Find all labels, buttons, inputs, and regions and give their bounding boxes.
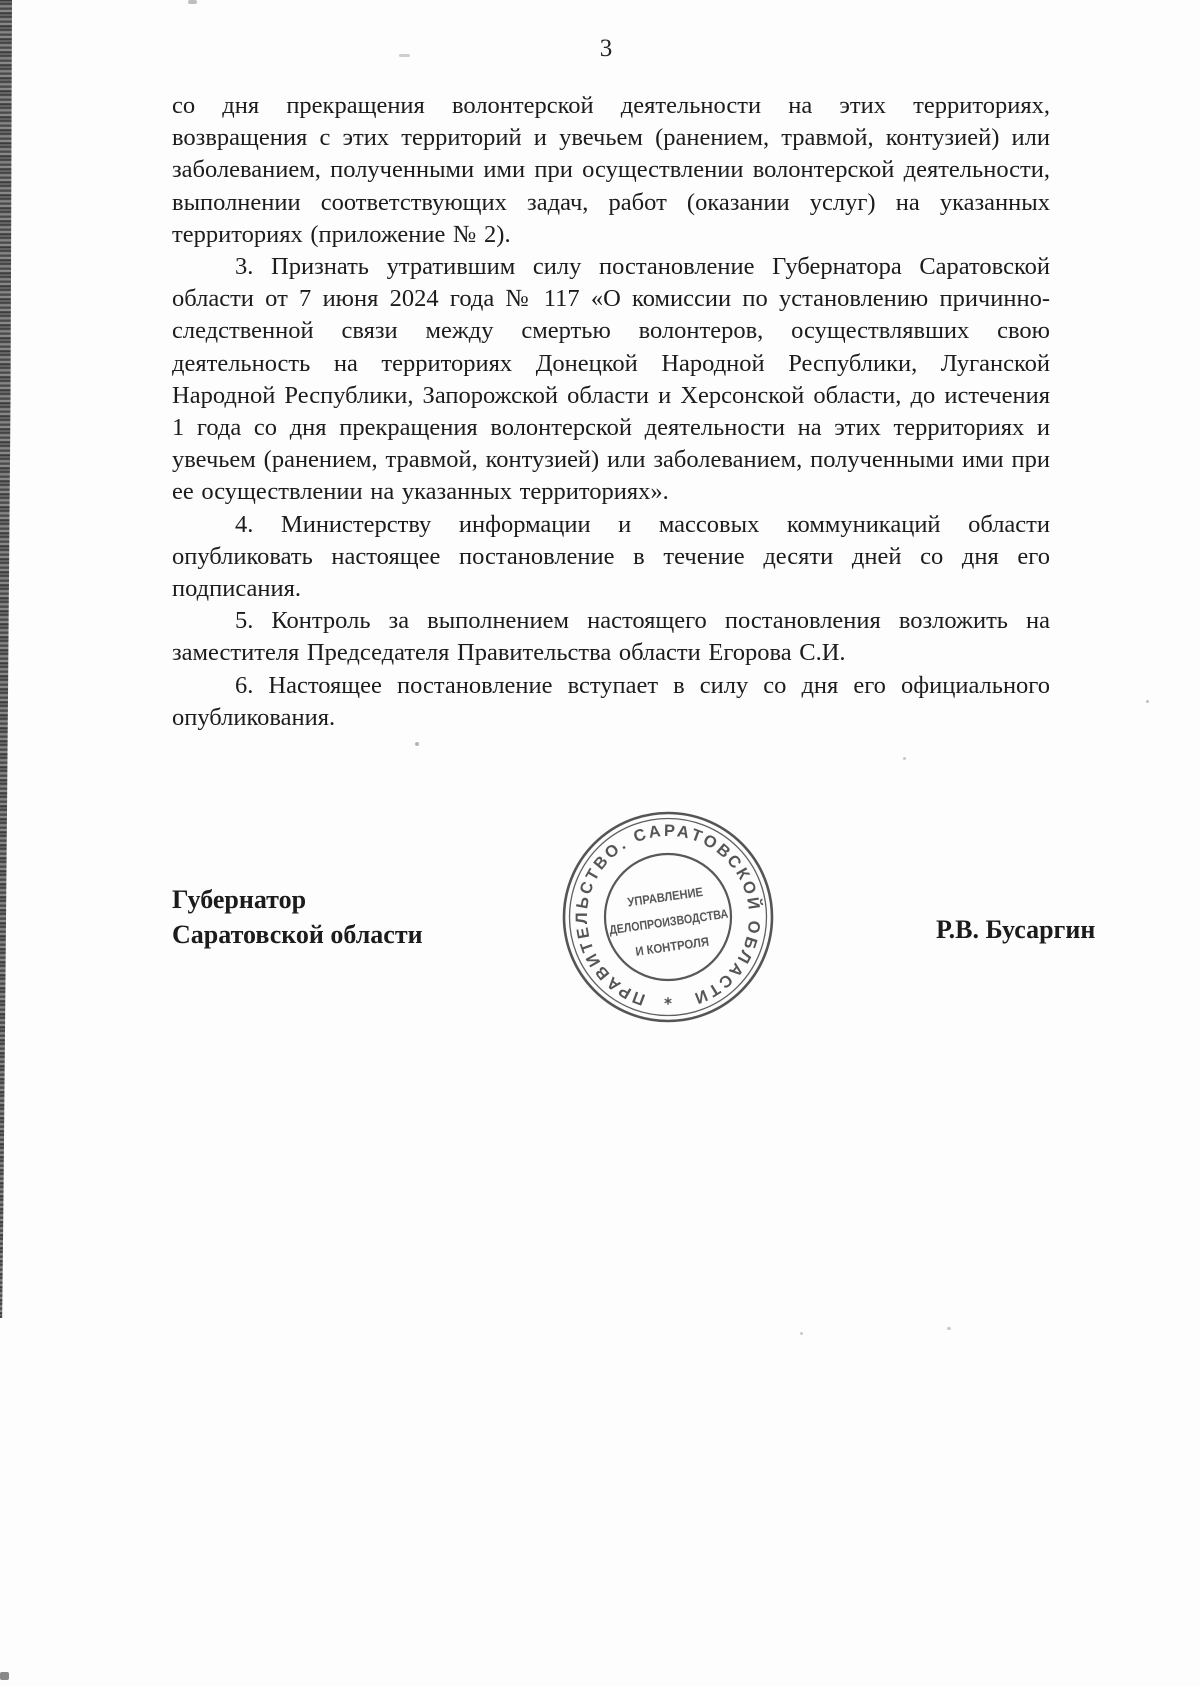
paragraph-continuation: со дня прекращения волонтерской деятельности на этих территориях, возвращения с этих территорий и увечьем (ранением, травмой, контузией) или заболеванием, полученными ими при осуществлении волонтерской деятельности, выполнении соответствующих задач, работ (оказании услуг) на указанных территориях (приложение № 2). xyxy=(172,92,1050,248)
signature-position-line1: Губернатор xyxy=(172,885,307,914)
signature-position-line2: Саратовской области xyxy=(172,920,423,949)
scan-speck xyxy=(800,1332,803,1335)
stamp-bottom-star: ⁎ xyxy=(664,991,672,1008)
stamp-center-line1: УПРАВЛЕНИЕ xyxy=(626,883,713,910)
official-stamp xyxy=(556,805,780,1029)
paragraph-point-5: 5. Контроль за выполнением настоящего постановления возложить на заместителя Председателя Правительства области Егорова С.И. xyxy=(172,607,1050,667)
stamp-ring-text: ПРАВИТЕЛЬСТВО. САРАТОВСКОЙ ОБЛАСТИ xyxy=(572,821,764,1009)
scan-speck xyxy=(1146,700,1149,703)
scan-speck xyxy=(0,1672,9,1680)
paragraph-point-6: 6. Настоящее постановление вступает в силу со дня его официального опубликования. xyxy=(172,671,1050,731)
paragraph-point-4: 4. Министерству информации и массовых коммуникаций области опубликовать настоящее постановление в течение десяти дней со дня его подписания. xyxy=(172,510,1050,603)
document-body xyxy=(172,90,1050,734)
signature-name: Р.В. Бусаргин xyxy=(936,915,1096,944)
paragraph-point-3: 3. Признать утратившим силу постановление Губернатора Саратовской области от 7 июня 2024 года № 117 «О комиссии по установлению причинно-следственной связи между смертью волонтеров, осуществлявших свою деятельность на территориях Донецкой Народной Республики, Луганской Народной Республики, Запорожской области и Херсонской области, до истечения 1 года со дня прекращения волонтерской деятельности на этих территориях и увечьем (ранением, травмой, контузией) или заболеванием, полученными ими при ее осуществлении на указанных территориях». xyxy=(172,253,1050,506)
stamp-center-line3: И КОНТРОЛЯ xyxy=(634,933,718,959)
scan-speck xyxy=(415,742,419,746)
signature-position-title xyxy=(172,882,423,952)
stamp-center-line2: ДЕЛОПРОИЗВОДСТВА xyxy=(608,903,750,938)
scan-artifact-strip xyxy=(0,0,12,1318)
scan-speck xyxy=(188,0,197,4)
page-number: 3 xyxy=(599,35,613,62)
scan-speck xyxy=(947,1327,951,1330)
scan-speck xyxy=(399,54,410,57)
scan-speck xyxy=(903,757,906,760)
